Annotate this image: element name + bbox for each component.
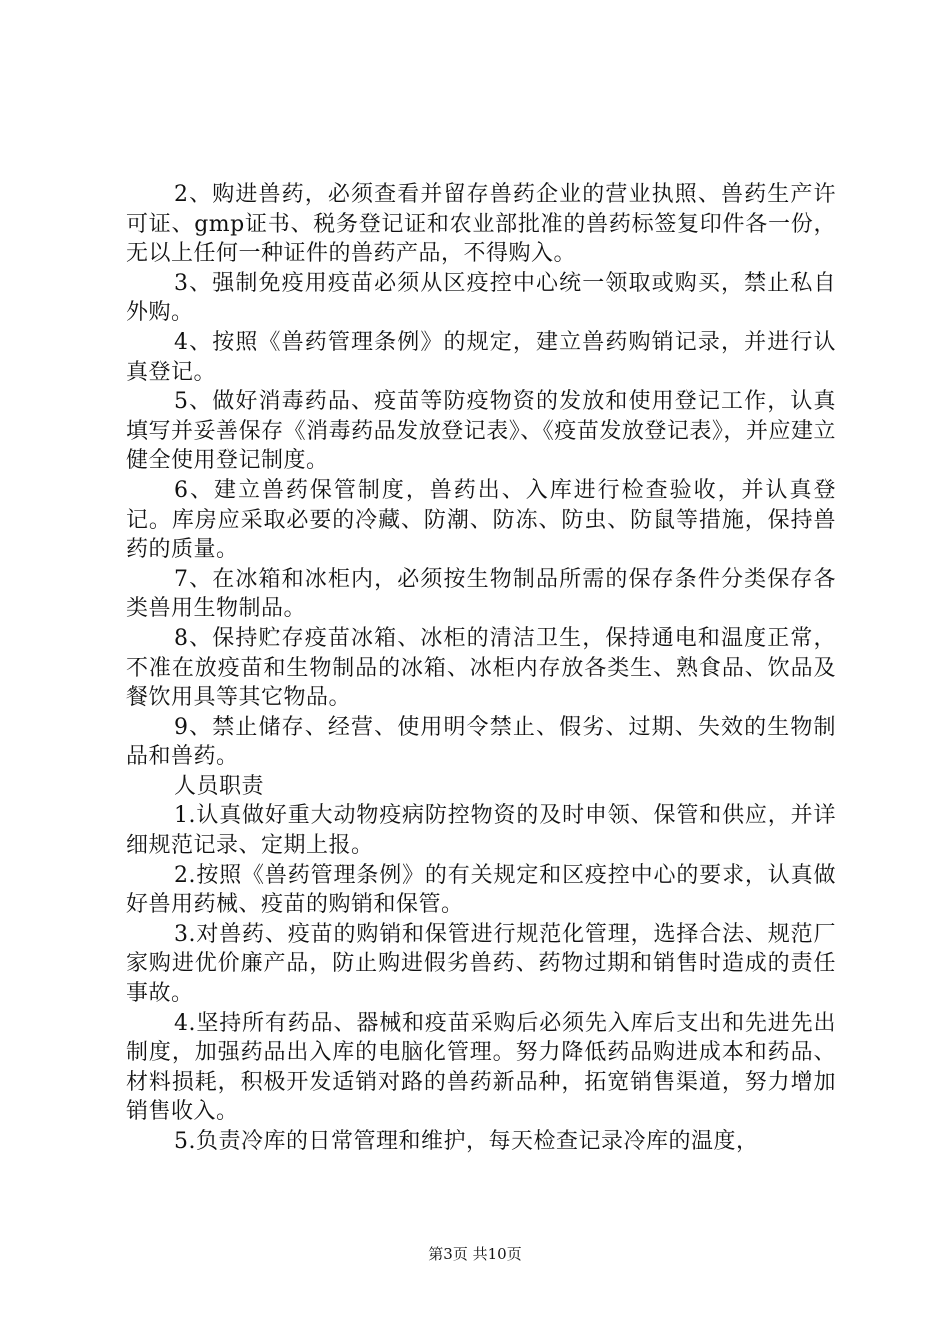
paragraph-rule-3: 3、强制免疫用疫苗必须从区疫控中心统一领取或购买，禁止私自外购。 xyxy=(126,270,836,326)
paragraph-rule-7: 7、在冰箱和冰柜内，必须按生物制品所需的保存条件分类保存各类兽用生物制品。 xyxy=(126,566,836,622)
paragraph-rule-6: 6、建立兽药保管制度，兽药出、入库进行检查验收，并认真登记。库房应采取必要的冷藏、防潮、防冻、防虫、防鼠等措施，保持兽药的质量。 xyxy=(126,477,836,563)
section-heading-duties: 人员职责 xyxy=(174,773,265,799)
paragraph-rule-5: 5、做好消毒药品、疫苗等防疫物资的发放和使用登记工作，认真填写并妥善保存《消毒药品发放登记表》、《疫苗发放登记表》，并应建立健全使用登记制度。 xyxy=(126,389,836,474)
page-number-footer: 第3页 共10页 xyxy=(428,1245,522,1263)
paragraph-duty-1: 1.认真做好重大动物疫病防控物资的及时申领、保管和供应，并详细规范记录、定期上报。 xyxy=(126,803,836,859)
paragraph-rule-4: 4、按照《兽药管理条例》的规定，建立兽药购销记录，并进行认真登记。 xyxy=(126,329,836,385)
paragraph-duty-5: 5.负责冷库的日常管理和维护，每天检查记录冷库的温度， xyxy=(174,1129,759,1154)
paragraph-rule-2: 2、购进兽药，必须查看并留存兽药企业的营业执照、兽药生产许可证、gmp证书、税务登记证和农业部批准的兽药标签复印件各一份，无以上任何一种证件的兽药产品，不得购入。 xyxy=(126,182,836,267)
paragraph-duty-3: 3.对兽药、疫苗的购销和保管进行规范化管理，选择合法、规范厂家购进优价廉产品，防止购进假劣兽药、药物过期和销售时造成的责任事故。 xyxy=(126,921,836,1007)
paragraph-duty-2: 2.按照《兽药管理条例》的有关规定和区疫控中心的要求，认真做好兽用药械、疫苗的购销和保管。 xyxy=(126,862,836,918)
paragraph-duty-4: 4.坚持所有药品、器械和疫苗采购后必须先入库后支出和先进先出制度，加强药品出入库的电脑化管理。努力降低药品购进成本和药品、材料损耗，积极开发适销对路的兽药新品种，拓宽销售渠道，努力增加销售收入。 xyxy=(126,1010,836,1125)
body-text xyxy=(126,180,836,1157)
paragraph-rule-8: 8、保持贮存疫苗冰箱、冰柜的清洁卫生，保持通电和温度正常，不准在放疫苗和生物制品的冰箱、冰柜内存放各类生、熟食品、饮品及餐饮用具等其它物品。 xyxy=(126,625,836,711)
paragraph-rule-9: 9、禁止储存、经营、使用明令禁止、假劣、过期、失效的生物制品和兽药。 xyxy=(126,714,836,770)
